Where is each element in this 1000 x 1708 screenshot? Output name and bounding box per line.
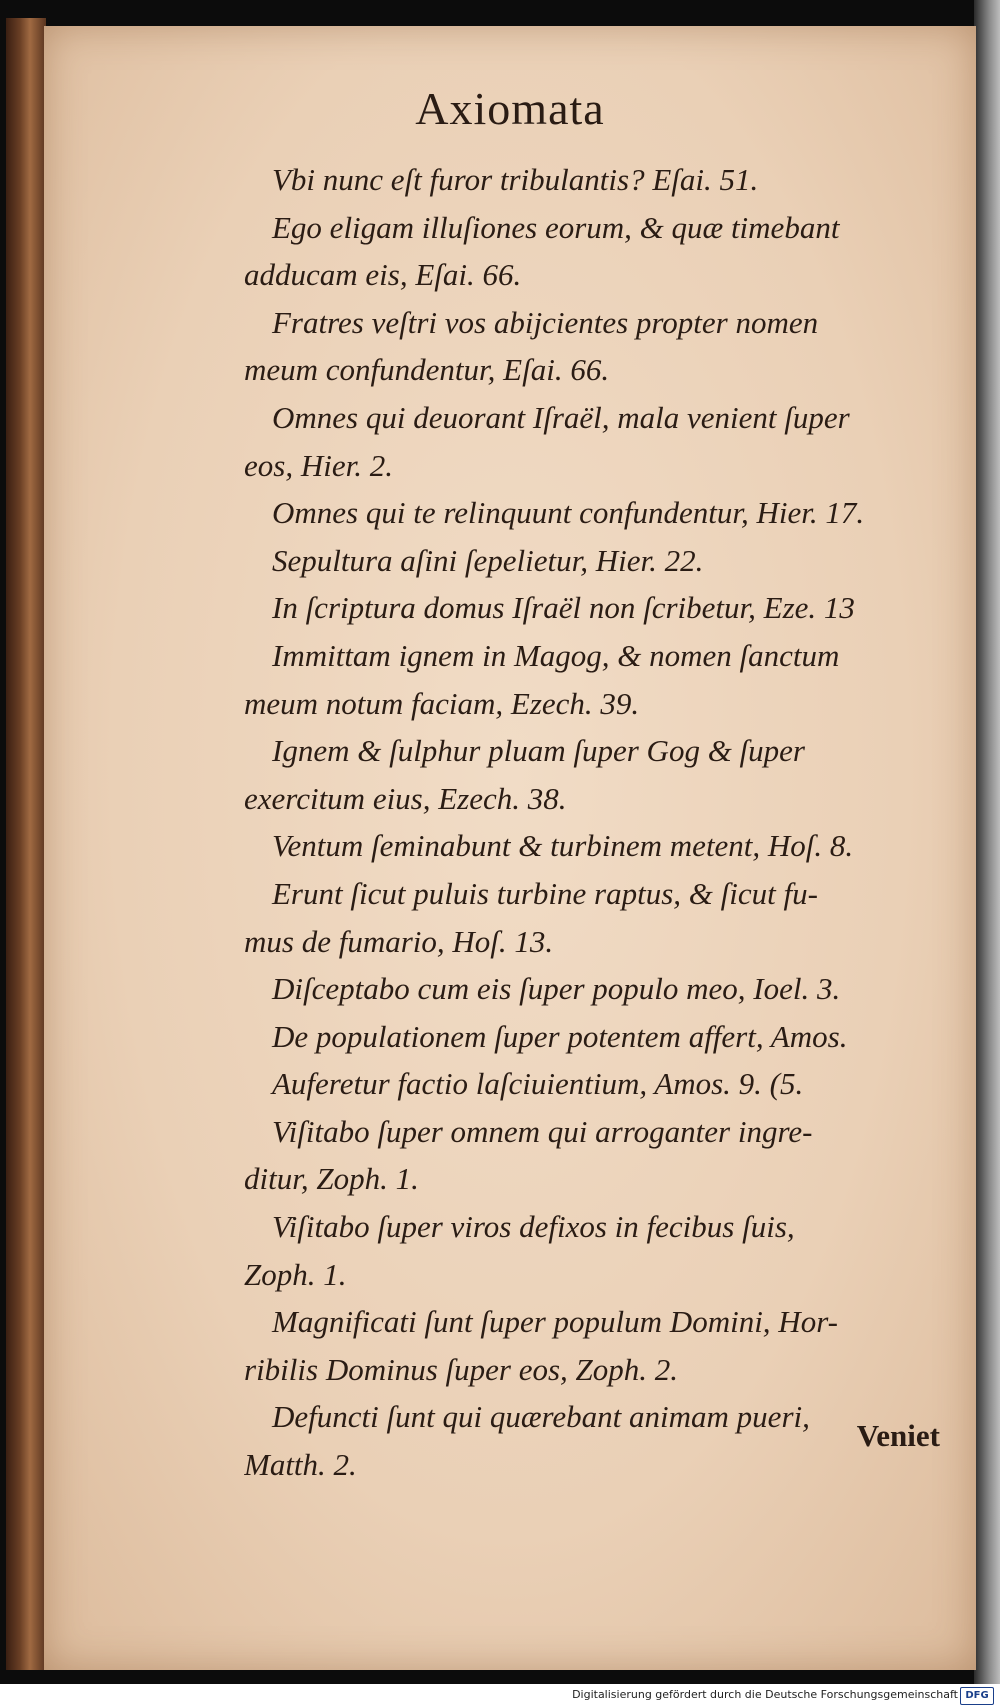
text-line: Ignem & ſulphur pluam ſuper Gog & ſuper <box>272 733 805 769</box>
text-line: Omnes qui deuorant Iſraël, mala venient ſuper <box>272 399 850 435</box>
book-spine-edge <box>6 18 46 1670</box>
text-line: Ego eligam illuſiones eorum, & quæ timebant <box>272 209 840 245</box>
text-line: Immittam ignem in Magog, & nomen ſanctum <box>272 637 840 673</box>
text-line: ribilis Dominus ſuper eos, Zoph. 2. <box>244 1351 679 1387</box>
footer-credit: Digitalisierung gefördert durch die Deutsche Forschungsgemeinschaft <box>572 1688 958 1701</box>
text-line: Magnificati ſunt ſuper populum Domini, Hor- <box>272 1304 838 1340</box>
text-line: Sepultura aſini ſepelietur, Hier. 22. <box>272 542 704 578</box>
text-line: meum confundentur, Eſai. 66. <box>244 352 610 388</box>
text-line: eos, Hier. 2. <box>244 447 393 483</box>
text-line: Omnes qui te relinquunt confundentur, Hier. 17. <box>272 495 865 531</box>
text-line: Zoph. 1. <box>244 1256 347 1292</box>
text-block <box>244 156 954 1489</box>
text-line: In ſcriptura domus Iſraël non ſcribetur, Eze. 13 <box>272 590 855 626</box>
text-line: exercitum eius, Ezech. 38. <box>244 780 567 816</box>
text-line: Vbi nunc eſt furor tribulantis? Eſai. 51. <box>272 162 759 197</box>
running-head: Axiomata <box>415 83 605 134</box>
dfg-logo: DFG <box>960 1687 994 1705</box>
page-edge-strip <box>974 0 1000 1684</box>
text-line: ditur, Zoph. 1. <box>244 1161 419 1197</box>
text-line: Defuncti ſunt qui quærebant animam pueri, <box>272 1399 810 1435</box>
text-line: Erunt ſicut puluis turbine raptus, & ſicut fu- <box>272 875 818 911</box>
text-line: adducam eis, Eſai. 66. <box>244 257 522 293</box>
catchword: Veniet <box>856 1418 940 1453</box>
text-line: Ventum ſeminabunt & turbinem metent, Hoſ. 8. <box>272 828 854 864</box>
digitization-footer <box>0 1684 1000 1708</box>
text-line: Diſceptabo cum eis ſuper populo meo, Ioel. 3. <box>272 971 841 1007</box>
text-line: Viſitabo ſuper omnem qui arroganter ingre- <box>272 1113 813 1149</box>
text-line: Auferetur factio laſciuientium, Amos. 9. (5. <box>272 1066 804 1102</box>
book-page <box>44 26 976 1670</box>
text-line: Viſitabo ſuper viros defixos in fecibus ſuis, <box>272 1209 795 1245</box>
text-line: Fratres veſtri vos abijcientes propter nomen <box>272 304 819 340</box>
text-line: mus de fumario, Hoſ. 13. <box>244 923 554 959</box>
text-line: De populationem ſuper potentem affert, Amos. <box>272 1018 848 1054</box>
text-line: Matth. 2. <box>244 1447 357 1483</box>
text-line: meum notum faciam, Ezech. 39. <box>244 685 640 721</box>
